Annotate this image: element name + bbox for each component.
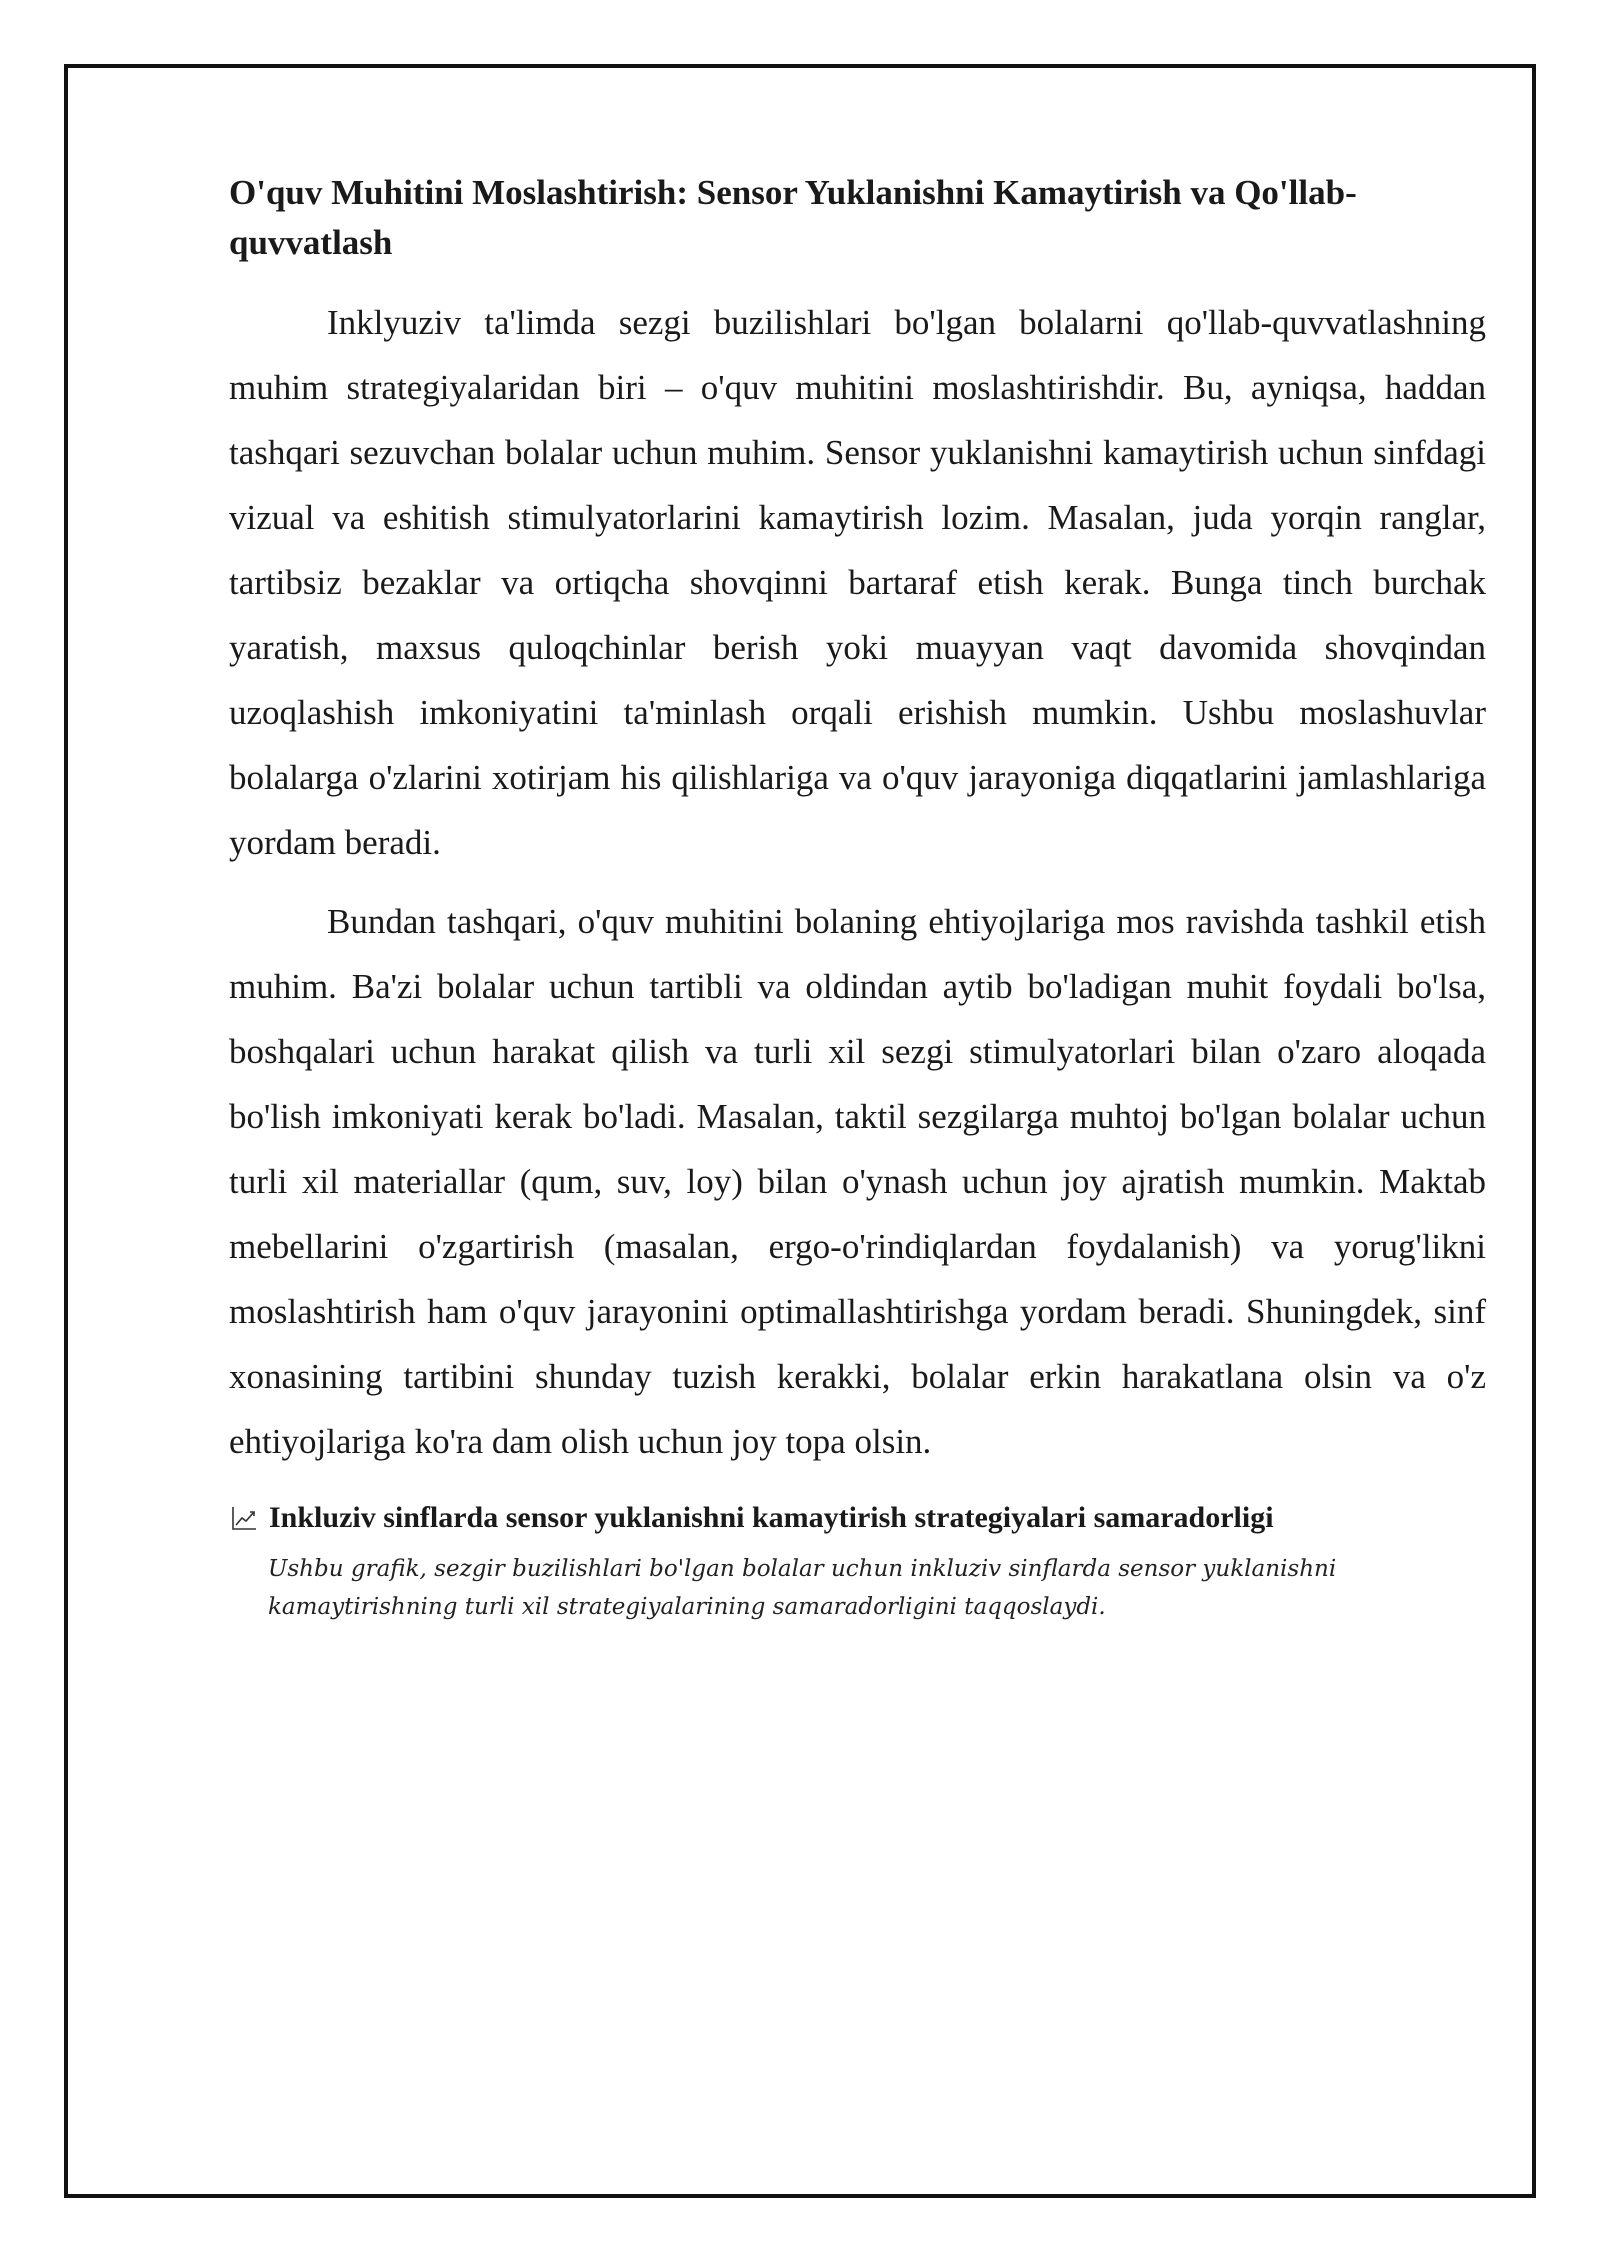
figure-heading-text: Inkluziv sinflarda sensor yuklanishni kamaytirish strategiyalari samaradorligi	[269, 1501, 1274, 1534]
section-title: O'quv Muhitini Moslashtirish: Sensor Yuklanishni Kamaytirish va Qo'llab-quvvatlash	[229, 173, 1357, 262]
paragraph-1: Inklyuziv ta'limda sezgi buzilishlari bo'lgan bolalarni qo'llab-quvvatlashning muhim strategiyalaridan biri – o'quv muhitini moslashtirishdir. Bu, ayniqsa, haddan tashqari sezuvchan bolalar uchun muhim. Sensor yuklanishni kamaytirish uchun sinfdagi vizual va eshitish stimulyatorlarini kamaytirish lozim. Masalan, juda yorqin ranglar, tartibsiz bezaklar va ortiqcha shovqinni bartaraf etish kerak. Bunga tinch burchak yaratish, maxsus quloqchinlar berish yoki muayyan vaqt davomida shovqindan uzoqlashish imkoniyatini ta'minlash orqali erishish mumkin. Ushbu moslashuvlar bolalarga o'zlarini xotirjam his qilishlariga va o'quv jarayoniga diqqatlarini jamlashlariga yordam beradi.	[229, 303, 1486, 862]
figure-block	[229, 1496, 1486, 1626]
figure-caption: Ushbu grafik, sezgir buzilishlari bo'lgan bolalar uchun inkluziv sinflarda sensor yuklanishni kamaytirishning turli xil strategiyalarining samaradorligini taqqoslaydi.	[268, 1556, 1337, 1620]
document-body	[229, 168, 1486, 1626]
figure-heading	[229, 1496, 1486, 1540]
line-chart-icon	[229, 1503, 259, 1533]
paragraph-2: Bundan tashqari, o'quv muhitini bolaning ehtiyojlariga mos ravishda tashkil etish muhim. Ba'zi bolalar uchun tartibli va oldindan aytib bo'ladigan muhit foydali bo'lsa, boshqalari uchun harakat qilish va turli xil sezgi stimulyatorlari bilan o'zaro aloqada bo'lish imkoniyati kerak bo'ladi. Masalan, taktil sezgilarga muhtoj bo'lgan bolalar uchun turli xil materiallar (qum, suv, loy) bilan o'ynash uchun joy ajratish mumkin. Maktab mebellarini o'zgartirish (masalan, ergo-o'rindiqlardan foydalanish) va yorug'likni moslashtirish ham o'quv jarayonini optimallashtirishga yordam beradi. Shuningdek, sinf xonasining tartibini shunday tuzish kerakki, bolalar erkin harakatlana olsin va o'z ehtiyojlariga ko'ra dam olish uchun joy topa olsin.	[229, 902, 1486, 1461]
